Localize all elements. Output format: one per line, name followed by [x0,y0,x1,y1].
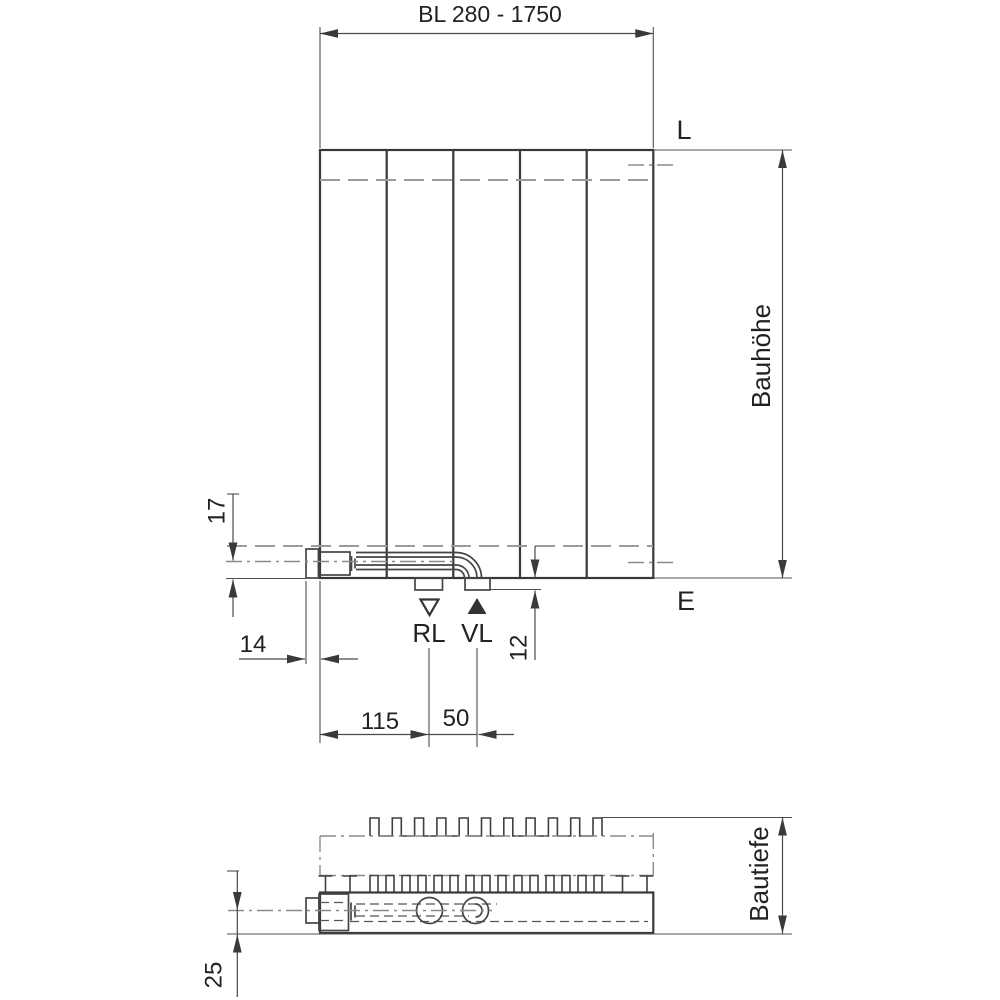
bautiefe-label: Bautiefe [743,826,774,922]
rl-label: RL [412,618,446,648]
dim50-label: 50 [442,705,470,732]
bl-dimension-label: BL 280 - 1750 [418,1,562,27]
convector-fins-outer [370,818,602,836]
top-view [200,818,792,998]
drain-label: E [676,586,696,616]
dim-14 [239,581,358,743]
bauhoehe-dimension [653,115,792,616]
dim12-label: 12 [505,634,533,662]
valve-body-top [319,894,349,931]
front-view [203,1,792,747]
supply-triangle-up-icon [468,598,487,614]
bauhoehe-label: Bauhöhe [745,303,776,409]
mounting-posts [319,876,654,893]
valve-body [319,552,351,575]
radiator-outline [320,150,653,578]
rl-stub [415,578,443,590]
dim-17 [203,494,239,617]
valve-outer-stub [306,549,319,578]
vl-stub [465,578,490,590]
valve-hidden-bore [320,903,348,921]
connection-pipes [356,553,482,579]
return-triangle-down-icon [421,600,439,616]
dim115-label: 115 [360,708,400,735]
valve-assembly [226,549,482,579]
convector-fins-inner [370,876,602,893]
panel-dividers [387,150,587,578]
valve-cone-top [351,903,355,921]
bl-width-dimension [320,1,653,148]
connection-stubs [415,578,490,590]
bautiefe-dimension [744,818,783,934]
radiator-front-body [227,150,674,578]
body-section-outline [320,893,653,934]
phantom-outline [320,833,653,876]
air-vent-label: L [676,115,692,145]
dim-115-50 [320,705,514,735]
dim25-label: 25 [200,961,228,989]
dim14-label: 14 [239,631,267,658]
valve-cone [352,556,356,571]
vl-label: VL [461,618,493,648]
dim-12 [491,546,541,661]
dim17-label: 17 [203,497,231,525]
